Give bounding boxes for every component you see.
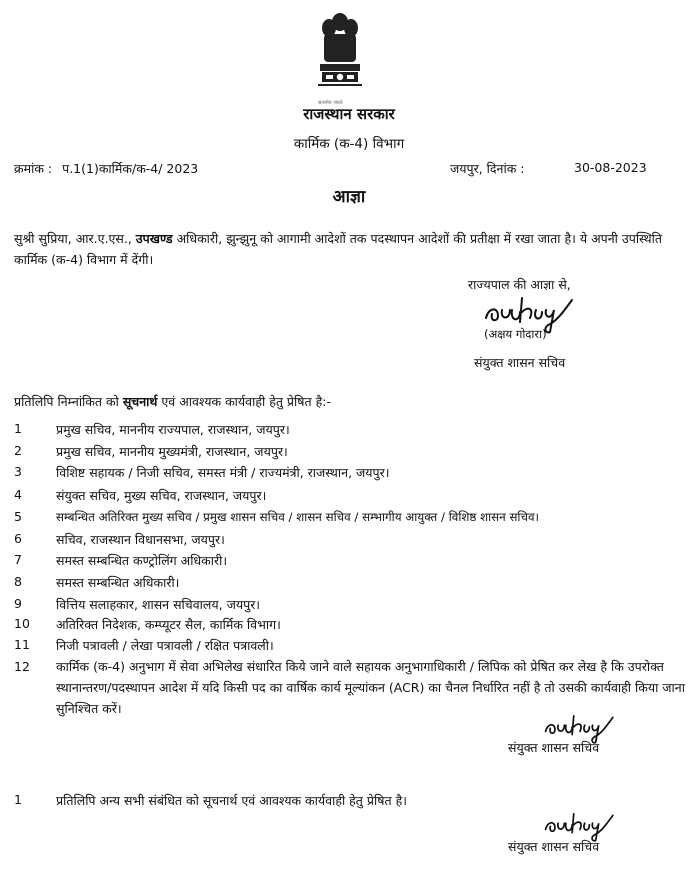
list-item-number: 8	[14, 574, 22, 589]
reference-line	[14, 160, 198, 177]
order-title: आज्ञा	[332, 187, 366, 207]
copy-intro-part2: एवं आवश्यक कार्यवाही हेतु प्रेषित है:-	[161, 394, 331, 409]
order-text-rest: अधिकारी, झुन्झुनू को आगामी आदेशों तक पदस्थापन आदेशों की प्रतीक्षा में रखा जाता है। ये अपनी उपस्थिति कार्मिक (क-4) विभाग में देंगी।	[14, 231, 663, 267]
list-item: प्रमुख सचिव, माननीय मुख्यमंत्री, राजस्थान, जयपुर।	[56, 444, 288, 459]
list-item: वित्तिय सलाहकार, शासन सचिवालय, जयपुर।	[56, 597, 261, 612]
list-item: समस्त सम्बन्धित अधिकारी।	[56, 575, 180, 590]
list-item: कार्मिक (क-4) अनुभाग में सेवा अभिलेख संधारित किये जाने वाले सहायक अनुभागाधिकारी / लिपिक को प्रेषित कर लेख है कि उपरोक्त स्थानान्तरण/पदस्थापन आदेश में यदि किसी पद का वार्षिक कार्य मूल्यांकन (ACR) का चैनल निर्धारित नहीं है तो उसकी कार्यवाही किया जाना सुनिश्चित करें।	[56, 659, 685, 716]
reference-number: प.1(1)कार्मिक/क-4/ 2023	[62, 161, 199, 176]
list-item-number: 12	[14, 659, 30, 674]
signatory-designation: संयुक्त शासन सचिव	[508, 740, 600, 755]
reference-label: क्रमांक :	[14, 161, 53, 176]
list-item: विशिष्ट सहायक / निजी सचिव, समस्त मंत्री / राज्यमंत्री, राजस्थान, जयपुर।	[56, 465, 390, 480]
list-item: संयुक्त सचिव, मुख्य सचिव, राजस्थान, जयपुर।	[56, 488, 267, 503]
order-body	[14, 228, 686, 270]
ashoka-emblem-icon	[312, 8, 368, 94]
list-item-number: 6	[14, 531, 22, 546]
list-item: सम्बन्धित अतिरिक्त मुख्य सचिव / प्रमुख शासन सचिव / शासन सचिव / सम्भागीय आयुक्त / विशिष्ठ शासन सचिव।	[56, 510, 540, 524]
list-item-number: 4	[14, 487, 22, 502]
list-item: प्रमुख सचिव, माननीय राज्यपाल, राजस्थान, जयपुर।	[56, 422, 290, 437]
list-item-number: 5	[14, 509, 22, 524]
list-item-number: 3	[14, 464, 22, 479]
list-item-number: 2	[14, 443, 22, 458]
list-item: अतिरिक्त निदेशक, कम्प्यूटर सैल, कार्मिक विभाग।	[56, 617, 281, 632]
signatory-designation: संयुक्त शासन सचिव	[474, 355, 566, 370]
list-item-number: 9	[14, 596, 22, 611]
list-item: समस्त सम्बन्धित कण्ट्रोलिंग अधिकारी।	[56, 553, 228, 568]
list-item-number: 11	[14, 637, 30, 652]
copy-intro-part1: प्रतिलिपि निम्नांकित को	[14, 394, 119, 409]
signatory-designation: संयुक्त शासन सचिव	[508, 839, 600, 854]
order-text-bold: उपखण्ड	[135, 231, 173, 246]
list-item-number: 1	[14, 421, 22, 436]
emblem-motto: सत्यमेव जयते	[318, 100, 343, 106]
order-date: 30-08-2023	[574, 160, 647, 175]
list-item: निजी पत्रावली / लेखा पत्रावली / रक्षित पत्रावली।	[56, 638, 274, 653]
government-title: राजस्थान सरकार	[303, 105, 395, 123]
place-label: जयपुर, दिनांक :	[450, 161, 525, 176]
second-copy-number: 1	[14, 792, 22, 807]
copy-intro-bold: सूचनार्थ	[122, 394, 158, 409]
list-item: सचिव, राजस्थान विधानसभा, जयपुर।	[56, 532, 225, 547]
department-title: कार्मिक (क-4) विभाग	[293, 136, 405, 152]
handwritten-signature-icon	[540, 806, 620, 842]
copy-intro	[14, 393, 331, 410]
order-text-lead: सुश्री सुप्रिया, आर.ए.एस.,	[14, 231, 132, 246]
list-item-number: 7	[14, 552, 22, 567]
second-copy-text: प्रतिलिपि अन्य सभी संबंधित को सूचनार्थ एवं आवश्यक कार्यवाही हेतु प्रेषित है।	[56, 793, 407, 808]
authority-line: राज्यपाल की आज्ञा से,	[468, 277, 571, 292]
list-item-number: 10	[14, 616, 30, 631]
signatory-name: (अक्षय गोदारा)	[484, 327, 547, 341]
